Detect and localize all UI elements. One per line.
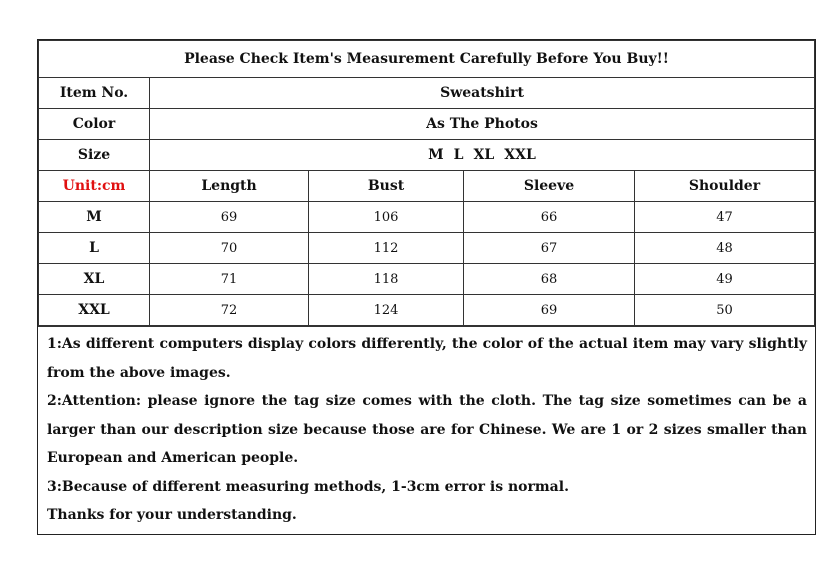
note-tag-size: 2:Attention: please ignore the tag size comes with the cloth. The tag size sometimes can be a larger than our description size because those are for Chinese. We are 1 or 2 sizes smaller than European and American people. [47,393,807,466]
cell-shoulder: 48 [635,233,815,264]
row-size: M [39,202,150,233]
table-row [39,295,815,326]
cell-shoulder: 47 [635,202,815,233]
cell-length: 71 [150,264,309,295]
cell-bust: 112 [309,233,464,264]
cell-sleeve: 67 [464,233,635,264]
size-option: M [428,147,444,163]
row-size: L [39,233,150,264]
cell-sleeve: 69 [464,295,635,326]
chart-title: Please Check Item's Measurement Carefully Before You Buy!! [39,41,815,78]
size-option: L [453,147,464,163]
cell-length: 69 [150,202,309,233]
table-row [39,264,815,295]
size-label: Size [39,140,150,171]
size-option: XXL [504,147,536,163]
column-header-bust: Bust [309,171,464,202]
column-header-length: Length [150,171,309,202]
row-size: XL [39,264,150,295]
note-color-disclaimer: 1:As different computers display colors differently, the color of the actual item may vary slightly from the above images. [47,336,807,381]
table-row [39,233,815,264]
size-chart [37,39,816,535]
column-header-shoulder: Shoulder [635,171,815,202]
size-row [39,140,815,171]
cell-shoulder: 49 [635,264,815,295]
title-row [39,41,815,78]
size-value [150,140,815,171]
color-row [39,109,815,140]
note-measuring-error: 3:Because of different measuring methods, 1-3cm error is normal. [47,478,569,495]
item-no-row [39,78,815,109]
cell-length: 72 [150,295,309,326]
notes-section [38,326,815,534]
cell-length: 70 [150,233,309,264]
cell-sleeve: 66 [464,202,635,233]
size-option: XL [473,147,495,163]
measurement-table [38,40,815,326]
color-label: Color [39,109,150,140]
cell-bust: 118 [309,264,464,295]
item-no-label: Item No. [39,78,150,109]
column-header-sleeve: Sleeve [464,171,635,202]
item-no-value: Sweatshirt [150,78,815,109]
cell-bust: 106 [309,202,464,233]
row-size: XXL [39,295,150,326]
header-row [39,171,815,202]
cell-shoulder: 50 [635,295,815,326]
unit-label: Unit:cm [39,171,150,202]
cell-sleeve: 68 [464,264,635,295]
color-value: As The Photos [150,109,815,140]
note-thanks: Thanks for your understanding. [47,507,297,523]
cell-bust: 124 [309,295,464,326]
table-row [39,202,815,233]
